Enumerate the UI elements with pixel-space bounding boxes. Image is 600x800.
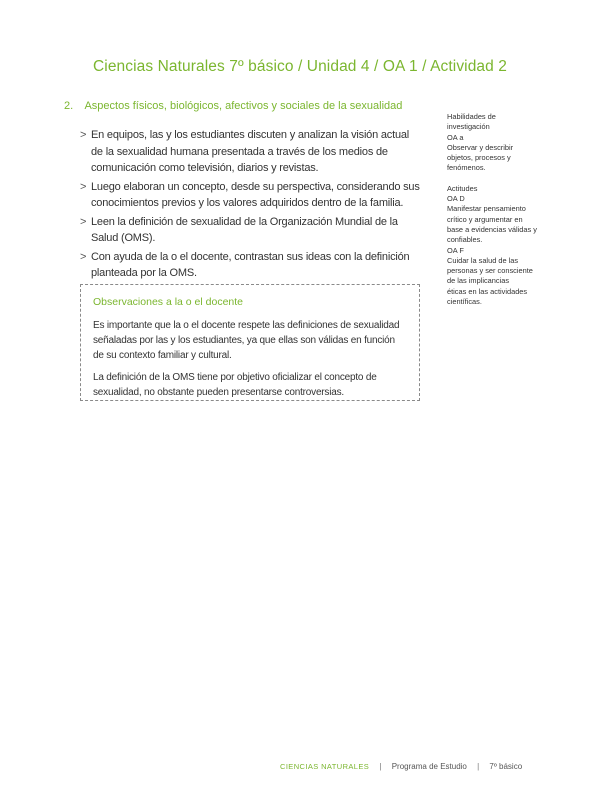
observation-paragraph: La definición de la OMS tiene por objetivo oficializar el concepto de sexualidad, no obstante pueden presentarse controversias. xyxy=(93,372,377,398)
sidebar-line: de las implicancias xyxy=(447,276,510,286)
sidebar-line: objetos, procesos y xyxy=(447,153,511,163)
sidebar-line: personas y ser consciente xyxy=(447,266,533,276)
sidebar-line: confiables. xyxy=(447,235,483,245)
sidebar-line: investigación xyxy=(447,122,490,132)
sidebar-line: Actitudes xyxy=(447,183,478,193)
sidebar-line: OA D xyxy=(447,194,465,204)
footer-separator: | xyxy=(379,762,382,771)
sidebar-line: éticas en las actividades xyxy=(447,286,528,296)
section-title: Aspectos físicos, biológicos, afectivos y sociales de la sexualidad xyxy=(84,100,403,112)
sidebar-line: OA a xyxy=(447,132,464,142)
list-item-text: Luego elaboran un concepto, desde su perspectiva, considerando sus conocimientos previos y los valores adquiridos dentro de la familia. xyxy=(91,180,420,209)
bullet-icon: > xyxy=(80,250,87,263)
sidebar-objectives xyxy=(447,112,547,317)
sidebar-line: científicas. xyxy=(447,297,482,307)
teacher-observations-box xyxy=(80,284,420,401)
page-footer xyxy=(280,762,522,771)
sidebar-line: OA F xyxy=(447,245,464,255)
list-item-text: En equipos, las y los estudiantes discuten y analizan la visión actual de la sexualidad humana presentada a través de los medios de comunicación como televisión, diarios y revistas. xyxy=(91,129,410,174)
attitudes-block xyxy=(447,184,547,308)
footer-separator: | xyxy=(477,762,480,771)
skills-block xyxy=(447,112,547,174)
list-item xyxy=(80,214,420,247)
bullet-icon: > xyxy=(80,129,87,141)
bullet-icon: > xyxy=(80,215,87,228)
list-item-text: Leen la definición de sexualidad de la Organización Mundial de la Salud (OMS). xyxy=(91,215,398,244)
bullet-icon: > xyxy=(80,180,87,193)
sidebar-line: Manifestar pensamiento xyxy=(447,204,526,214)
sidebar-line: base a evidencias válidas y xyxy=(447,224,537,234)
sidebar-line: crítico y argumentar en xyxy=(447,214,523,224)
sidebar-line: Cuidar la salud de las xyxy=(447,255,519,265)
section-number: 2. xyxy=(64,100,74,112)
footer-brand: CIENCIAS NATURALES xyxy=(280,762,370,771)
footer-program: Programa de Estudio xyxy=(391,762,467,771)
sidebar-line: Habilidades de xyxy=(447,112,496,121)
list-item xyxy=(80,179,420,212)
section-heading xyxy=(64,100,402,112)
page-title: Ciencias Naturales 7º básico / Unidad 4 / OA 1 / Actividad 2 xyxy=(92,58,508,75)
activity-list xyxy=(80,127,420,284)
footer-level: 7º básico xyxy=(489,762,523,771)
list-item xyxy=(80,127,420,177)
list-item-text: Con ayuda de la o el docente, contrastan sus ideas con la definición planteada por la OMS. xyxy=(91,250,410,279)
sidebar-line: Observar y describir xyxy=(447,142,514,152)
sidebar-line: fenómenos. xyxy=(447,163,486,173)
observations-title: Observaciones a la o el docente xyxy=(93,296,244,308)
observation-paragraph: Es importante que la o el docente respete las definiciones de sexualidad señaladas por las y los estudiantes, ya que ellas son válidas en función de su contexto familiar y cultural. xyxy=(93,320,400,361)
list-item xyxy=(80,249,420,282)
